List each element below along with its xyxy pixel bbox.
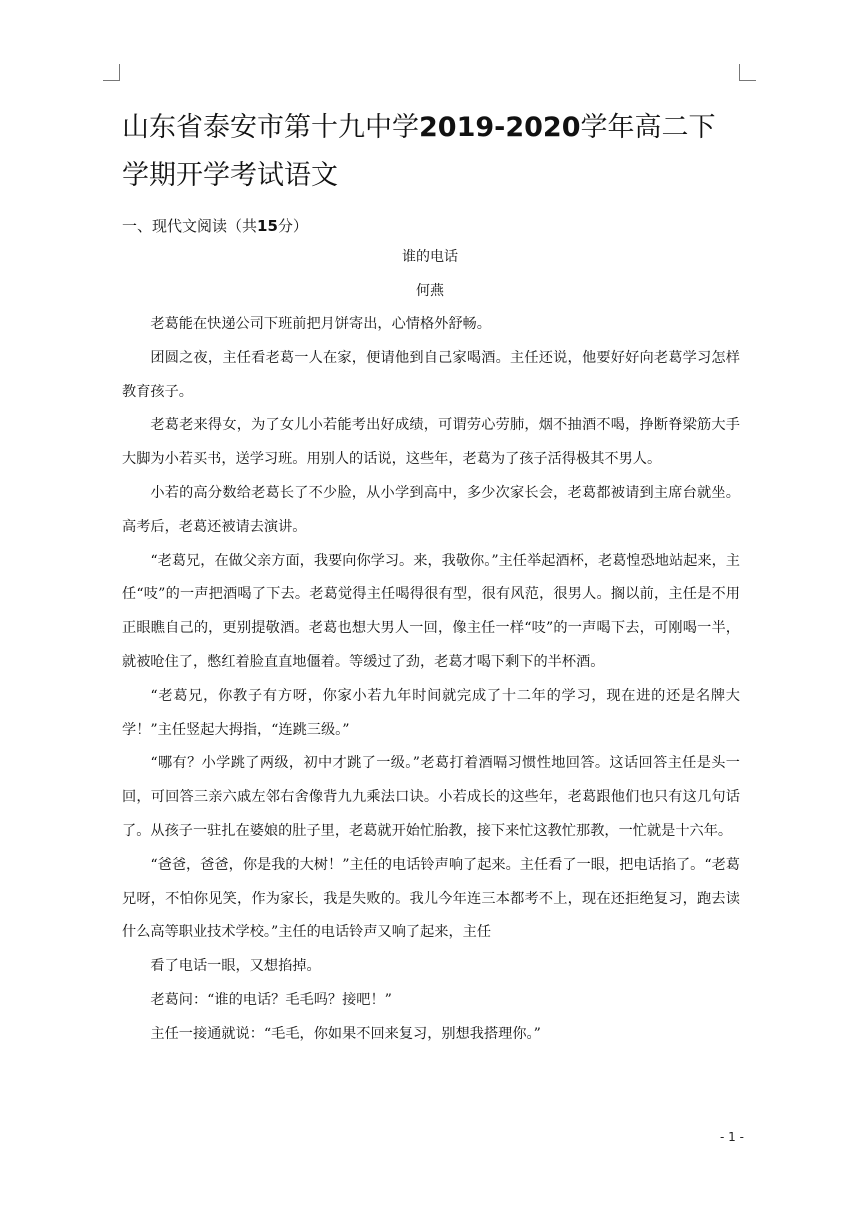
section-heading-end: 分）	[277, 217, 308, 235]
paragraph: 团圆之夜，主任看老葛一人在家，便请他到自己家喝酒。主任还说，他要好好向老葛学习怎样教育孩子。	[122, 349, 740, 400]
paragraph: “哪有？小学跳了两级，初中才跳了一级。”老葛打着酒嗝习惯性地回答。这话回答主任是头一回，可回答三亲六戚左邻右舍像背九九乘法口诀。小若成长的这些年，老葛跟他们也只有这几句话了。从孩子一驻扎在婆娘的肚子里，老葛就开始忙胎教，接下来忙这教忙那教，一忙就是十六年。	[122, 755, 740, 839]
paragraph: 小若的高分数给老葛长了不少脸，从小学到高中，多少次家长会，老葛都被请到主席台就坐。高考后，老葛还被请去演讲。	[122, 484, 740, 535]
section-heading	[122, 215, 308, 236]
section-heading-text: 一、现代文阅读（共	[122, 217, 258, 235]
paragraph: “老葛兄，你教子有方呀，你家小若九年时间就完成了十二年的学习，现在进的还是名牌大学！”主任竖起大拇指，“连跳三级。”	[122, 687, 740, 738]
paragraph: 老葛老来得女，为了女儿小若能考出好成绩，可谓劳心劳肺，烟不抽酒不喝，挣断脊梁筋大手大脚为小若买书，送学习班。用别人的话说，这些年，老葛为了孩子活得极其不男人。	[122, 417, 740, 468]
story-title: 谁的电话	[402, 249, 458, 265]
section-points: 15	[257, 217, 278, 235]
paragraph: “爸爸，爸爸，你是我的大树！”主任的电话铃声响了起来。主任看了一眼，把电话掐了。“老葛兄呀，不怕你见笑，作为家长，我是失败的。我儿今年连三本都考不上，现在还拒绝复习，跑去读什么高等职业技术学校。”主任的电话铃声又响了起来，主任	[122, 856, 740, 941]
paragraph: “老葛兄，在做父亲方面，我要向你学习。来，我敬你。”主任举起酒杯，老葛惶恐地站起来，主任“吱”的一声把酒喝了下去。老葛觉得主任喝得很有型，很有风范，很男人。搁以前，主任是不用正眼瞧自己的，更别提敬酒。老葛也想大男人一回，像主任一样“吱”的一声喝下去，可刚喝一半，就被呛住了，憋红着脸直直地僵着。等缓过了劲，老葛才喝下剩下的半杯酒。	[122, 552, 740, 670]
title-part1: 山东省泰安市第十九中学	[122, 112, 419, 143]
story-author: 何燕	[416, 283, 444, 299]
crop-mark-top-left	[103, 64, 120, 81]
paragraph: 老葛问：“谁的电话？毛毛吗？接吧！”	[150, 991, 392, 1008]
title-part2: 学年高二下学期开学考试语文	[122, 112, 716, 191]
story-body	[122, 308, 740, 1052]
paragraph: 主任一接通就说：“毛毛，你如果不回来复习，别想我搭理你。”	[150, 1025, 541, 1042]
paragraph: 看了电话一眼，又想掐掉。	[150, 958, 321, 975]
crop-mark-top-right	[739, 64, 756, 81]
title-year-range: 2019-2020	[419, 112, 581, 143]
page-number: - 1 -	[720, 1130, 744, 1144]
paragraph: 老葛能在快递公司下班前把月饼寄出，心情格外舒畅。	[150, 316, 491, 332]
page-title	[122, 104, 742, 200]
